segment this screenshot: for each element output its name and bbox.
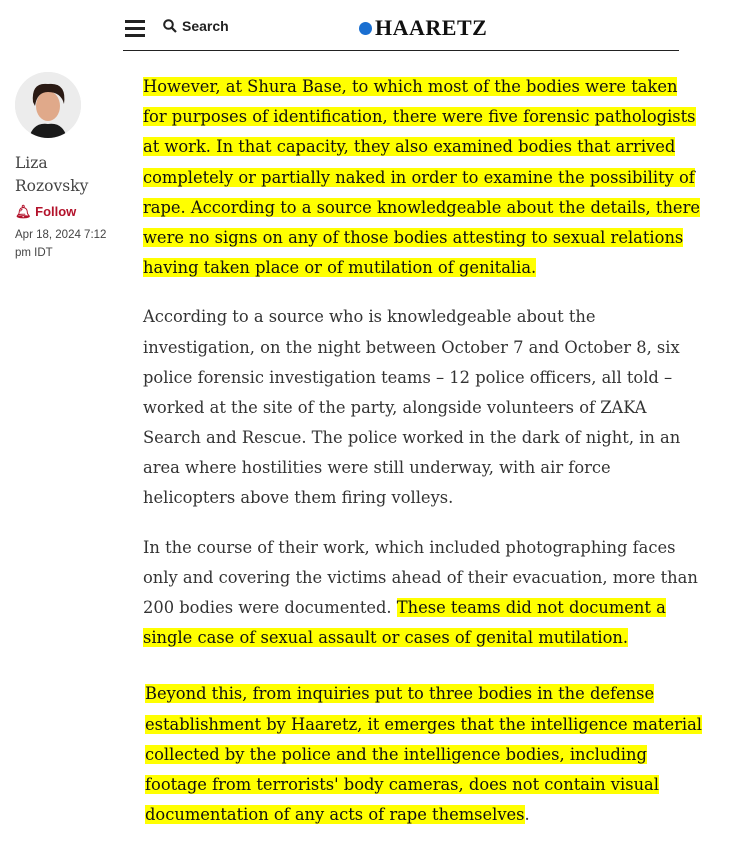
highlighted-text: rape. According to a source knowledgeable about the details, there (143, 197, 700, 217)
text: investigation, on the night between October 7 and October 8, six (143, 337, 680, 357)
text-line (143, 223, 702, 253)
text-line (143, 393, 702, 423)
text-line (143, 132, 702, 162)
text-line (143, 593, 702, 623)
bell-icon: 🔔︎ (15, 204, 32, 219)
text-line (145, 770, 702, 800)
article-paragraph (143, 72, 702, 283)
text-line (143, 483, 702, 513)
text: In the course of their work, which included photographing faces (143, 537, 676, 557)
text-line (143, 253, 702, 283)
text: According to a source who is knowledgeable about the (143, 307, 596, 327)
text-line (143, 623, 702, 653)
author-sidebar (15, 72, 125, 262)
highlighted-text: documentation of any acts of rape themselves (145, 805, 525, 825)
search-icon (163, 19, 177, 33)
highlighted-text: collected by the police and the intelligence bodies, including (145, 744, 647, 764)
highlighted-text: for purposes of identification, there were five forensic pathologists (143, 107, 696, 127)
highlighted-text: were no signs on any of those bodies attesting to sexual relations (143, 227, 684, 247)
text-line (145, 740, 702, 770)
text-line (143, 533, 702, 563)
text: only and covering the victims ahead of their evacuation, more than (143, 567, 698, 587)
highlighted-text: completely or partially naked in order to examine the possibility of (143, 167, 695, 187)
site-header (123, 0, 679, 51)
author-name[interactable]: Liza Rozovsky (15, 154, 89, 195)
text-line (145, 800, 702, 830)
logo-text: HAARETZ (375, 15, 488, 40)
text-line (143, 563, 702, 593)
text-line (143, 423, 702, 453)
haaretz-logo[interactable] (359, 15, 487, 41)
text: police forensic investigation teams – 12 police officers, all told – (143, 367, 673, 387)
text: area where hostilities were still underway, with air force (143, 458, 611, 478)
text: helicopters above them firing volleys. (143, 488, 454, 508)
text-line (143, 102, 702, 132)
text: worked at the site of the party, alongside volunteers of ZAKA (143, 397, 647, 417)
highlighted-text: single case of sexual assault or cases of genital mutilation. (143, 628, 629, 648)
highlighted-text: at work. In that capacity, they also examined bodies that arrived (143, 137, 676, 157)
article-paragraph (143, 533, 702, 654)
text-line (143, 302, 702, 332)
article-paragraph (143, 302, 702, 513)
text-line (145, 679, 702, 709)
search-button[interactable] (163, 18, 229, 34)
hamburger-menu-icon[interactable] (125, 20, 145, 36)
text: . (524, 805, 530, 825)
text-line (143, 193, 702, 223)
search-label: Search (182, 18, 229, 34)
text: 200 bodies were documented. (143, 598, 397, 617)
highlighted-text: These teams did not document a (396, 598, 666, 617)
text-line (143, 163, 702, 193)
highlighted-text: Beyond this, from inquiries put to three bodies in the defense (145, 684, 655, 704)
publish-date: Apr 18, 2024 7:12 pm IDT (15, 229, 107, 259)
article-body (143, 72, 702, 849)
article-paragraph (145, 679, 702, 830)
logo-icon (359, 22, 372, 35)
text-line (143, 72, 702, 102)
author-avatar[interactable] (15, 72, 81, 138)
highlighted-text: establishment by Haaretz, it emerges that the intelligence material (145, 714, 702, 734)
text-line (143, 453, 702, 483)
highlighted-text: having taken place or of mutilation of genitalia. (143, 258, 537, 278)
follow-button[interactable]: 🔔︎ Follow (15, 204, 77, 219)
highlighted-text: However, at Shura Base, to which most of the bodies were taken (143, 77, 678, 96)
text: Search and Rescue. The police worked in the dark of night, in an (143, 428, 681, 448)
text-line (145, 710, 702, 740)
text-line (143, 333, 702, 363)
highlighted-text: footage from terrorists' body cameras, does not contain visual (145, 774, 659, 794)
text-line (143, 363, 702, 393)
